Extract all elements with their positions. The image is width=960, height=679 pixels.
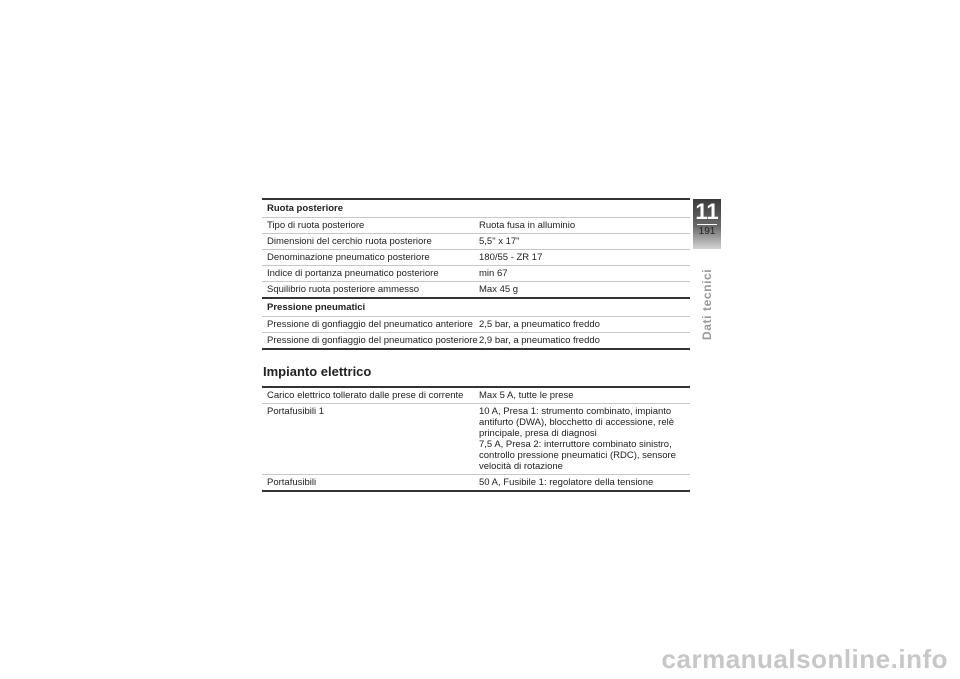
spec-value: Max 45 g xyxy=(479,284,519,295)
spec-value xyxy=(479,406,690,472)
spec-value: 180/55 - ZR 17 xyxy=(479,252,543,263)
spec-value: Ruota fusa in alluminio xyxy=(479,220,576,231)
chapter-side-label: Dati tecnici xyxy=(700,268,714,340)
electrical-table xyxy=(262,386,690,492)
spec-value xyxy=(479,390,690,401)
spec-label: Denominazione pneumatico posteriore xyxy=(267,252,430,263)
chapter-number: 11 xyxy=(695,199,719,224)
spec-label: Squilibrio ruota posteriore ammesso xyxy=(267,284,420,295)
table-row xyxy=(262,250,690,266)
table-row xyxy=(262,234,690,250)
table-row xyxy=(262,475,690,492)
table-row xyxy=(262,404,690,475)
spec-label: Portafusibili xyxy=(267,477,317,488)
spec-value: 2,9 bar, a pneumatico freddo xyxy=(479,335,600,346)
watermark: carmanualsonline.info xyxy=(661,644,948,674)
spec-label: Carico elettrico tollerato dalle prese di corrente xyxy=(267,390,464,401)
spec-label: Tipo di ruota posteriore xyxy=(267,220,365,231)
spec-value-line: Max 5 A, tutte le prese xyxy=(479,390,574,401)
table-row xyxy=(262,388,690,404)
page-number: 191 xyxy=(698,226,716,237)
section-heading-tire-pressure: Pressione pneumatici xyxy=(262,299,690,317)
spec-label: Pressione di gonfiaggio del pneumatico posteriore xyxy=(267,335,478,346)
spec-value-line: 7,5 A, Presa 2: interruttore combinato sinistro, controllo pressione pneumatici (RDC), sensore velocità di rotazione xyxy=(479,439,676,472)
table-row xyxy=(262,333,690,350)
section-heading-rear-wheel: Ruota posteriore xyxy=(262,198,690,218)
spec-value: min 67 xyxy=(479,268,508,279)
rear-wheel-table xyxy=(262,218,690,299)
spec-label: Pressione di gonfiaggio del pneumatico anteriore xyxy=(267,319,473,330)
section-title-electrical: Impianto elettrico xyxy=(263,364,372,379)
spec-value: 5,5" x 17" xyxy=(479,236,520,247)
spec-value xyxy=(479,477,690,488)
tire-pressure-table xyxy=(262,317,690,350)
spec-label: Dimensioni del cerchio ruota posteriore xyxy=(267,236,432,247)
table-row xyxy=(262,266,690,282)
spec-content xyxy=(262,198,690,492)
spec-value-line: 50 A, Fusibile 1: regolatore della tensione xyxy=(479,477,654,488)
table-row xyxy=(262,282,690,299)
spec-label: Portafusibili 1 xyxy=(267,406,325,417)
spec-value-line: 10 A, Presa 1: strumento combinato, impianto antifurto (DWA), blocchetto di accessione, relè principale, presa di diagnosi xyxy=(479,406,675,439)
chapter-tab xyxy=(693,199,721,249)
table-row xyxy=(262,218,690,234)
table-row xyxy=(262,317,690,333)
spec-label: Indice di portanza pneumatico posteriore xyxy=(267,268,439,279)
spec-value: 2,5 bar, a pneumatico freddo xyxy=(479,319,600,330)
chapter-divider xyxy=(697,224,717,225)
